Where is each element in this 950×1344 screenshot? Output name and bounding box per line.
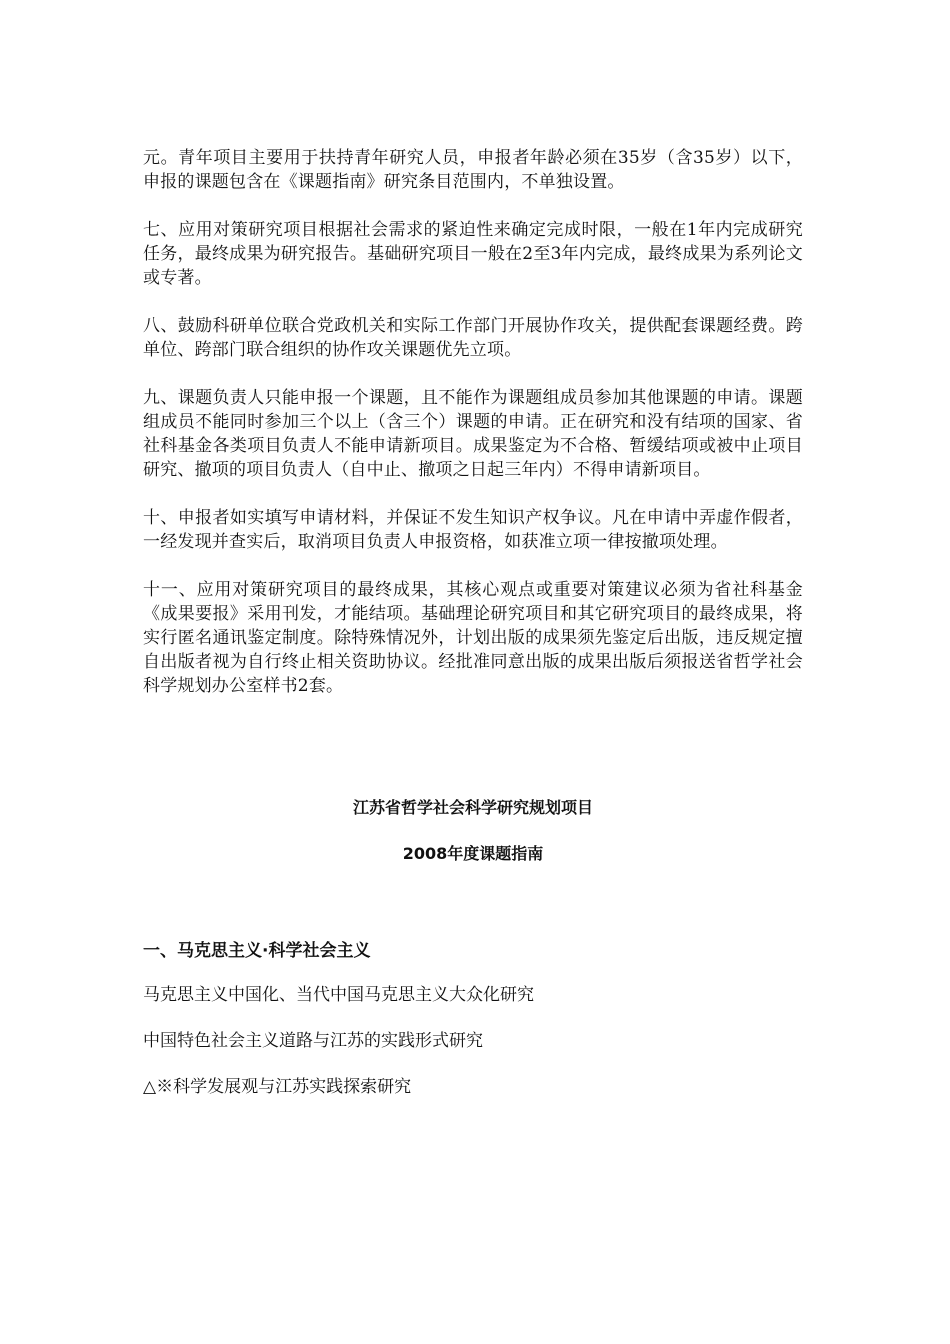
paragraph-item-9: 九、课题负责人只能申报一个课题，且不能作为课题组成员参加其他课题的申请。课题组成员不能同时参加三个以上（含三个）课题的申请。正在研究和没有结项的国家、省社科基金各类项目负责人不能申请新项目。成果鉴定为不合格、暂缓结项或被中止项目研究、撤项的项目负责人（自中止、撤项之日起三年内）不得申请新项目。 [143,388,803,480]
paragraph-item-7: 七、应用对策研究项目根据社会需求的紧迫性来确定完成时限，一般在1年内完成研究任务，最终成果为研究报告。基础研究项目一般在2至3年内完成，最终成果为系列论文或专著。 [143,220,803,288]
paragraph-item-8: 八、鼓励科研单位联合党政机关和实际工作部门开展协作攻关，提供配套课题经费。跨单位、跨部门联合组织的协作攻关课题优先立项。 [143,316,803,360]
topic-item: △※科学发展观与江苏实践探索研究 [143,1077,412,1097]
paragraph-continuation: 元。青年项目主要用于扶持青年研究人员，申报者年龄必须在35岁（含35岁）以下，申报的课题包含在《课题指南》研究条目范围内，不单独设置。 [143,148,803,192]
section-heading: 一、马克思主义·科学社会主义 [143,941,371,961]
topic-item: 中国特色社会主义道路与江苏的实践形式研究 [143,1031,483,1051]
topic-item: 马克思主义中国化、当代中国马克思主义大众化研究 [143,985,534,1005]
document-page [143,146,803,1121]
guide-heading [143,797,803,865]
document-title: 江苏省哲学社会科学研究规划项目 [352,798,593,817]
paragraph-item-10: 十、申报者如实填写申请材料，并保证不发生知识产权争议。凡在申请中弄虚作假者，一经发现并查实后，取消项目负责人申报资格，如获准立项一律按撤项处理。 [143,508,803,552]
document-subtitle: 2008年度课题指南 [402,844,544,863]
paragraph-item-11: 十一、应用对策研究项目的最终成果，其核心观点或重要对策建议必须为省社科基金《成果要报》采用刊发，才能结项。基础理论研究项目和其它研究项目的最终成果，将实行匿名通讯鉴定制度。除特殊情况外，计划出版的成果须先鉴定后出版，违反规定擅自出版者视为自行终止相关资助协议。经批准同意出版的成果出版后须报送省哲学社会科学规划办公室样书2套。 [143,580,803,696]
